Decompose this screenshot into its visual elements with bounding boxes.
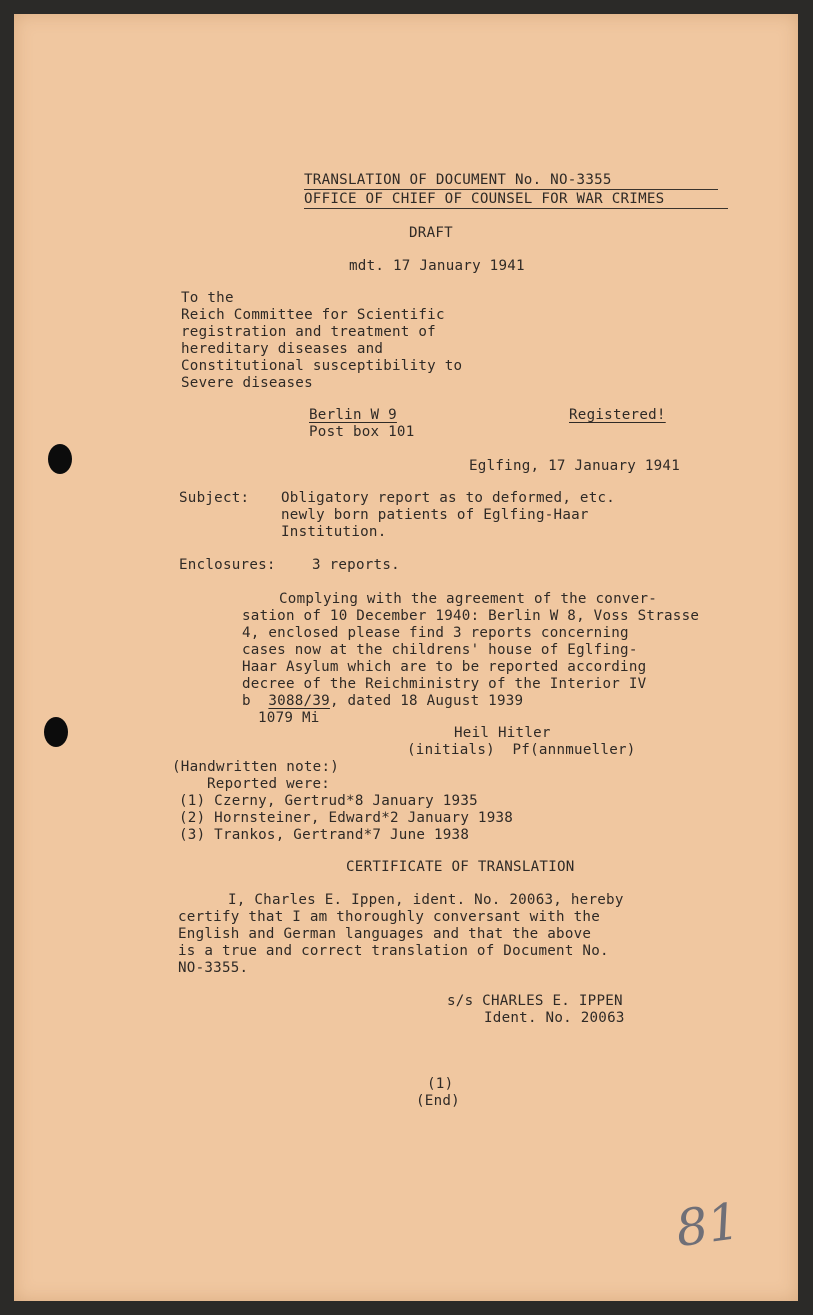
- certificate-line: English and German languages and that the above: [178, 926, 592, 942]
- subject-line: Institution.: [281, 524, 387, 540]
- body-line: decree of the Reichministry of the Interior IV: [242, 676, 647, 692]
- page-number: (1): [427, 1076, 454, 1092]
- certificate-line: I, Charles E. Ippen, ident. No. 20063, hereby: [228, 892, 624, 908]
- subject-line: Obligatory report as to deformed, etc.: [281, 490, 616, 506]
- body-line: Complying with the agreement of the conver-: [279, 591, 658, 607]
- end-label: (End): [416, 1093, 460, 1109]
- registered-label: Registered!: [569, 407, 666, 423]
- addressee-line: Constitutional susceptibility to: [181, 358, 463, 374]
- addressee-line: To the: [181, 290, 234, 306]
- certificate-line: is a true and correct translation of Document No.: [178, 943, 609, 959]
- handwritten-note-label: (Handwritten note:): [172, 759, 340, 775]
- body-line: cases now at the childrens' house of Eglfing-: [242, 642, 638, 658]
- handwritten-note-intro: Reported were:: [207, 776, 331, 792]
- closing-signature: (initials) Pf(annmueller): [407, 742, 636, 758]
- header-rule-1: [304, 189, 718, 190]
- document-page: [14, 14, 798, 1301]
- reported-item: (1) Czerny, Gertrud*8 January 1935: [179, 793, 478, 809]
- decree-line-2: 1079 Mi: [258, 710, 320, 726]
- subject-label: Subject:: [179, 490, 250, 506]
- date-line: mdt. 17 January 1941: [349, 258, 525, 274]
- body-line: 4, enclosed please find 3 reports concerning: [242, 625, 629, 641]
- address-city: Berlin W 9: [309, 407, 397, 423]
- reported-item: (3) Trankos, Gertrand*7 June 1938: [179, 827, 470, 843]
- addressee-line: registration and treatment of: [181, 324, 436, 340]
- decree-date: , dated 18 August 1939: [329, 693, 524, 709]
- decree-prefix: b: [242, 693, 251, 709]
- certificate-line: certify that I am thoroughly conversant with the: [178, 909, 600, 925]
- translator-ident: Ident. No. 20063: [484, 1010, 625, 1026]
- header-line-2: OFFICE OF CHIEF OF COUNSEL FOR WAR CRIMES: [304, 191, 665, 207]
- place-date: Eglfing, 17 January 1941: [469, 458, 680, 474]
- punch-hole-top: [48, 444, 72, 474]
- reported-item: (2) Hornsteiner, Edward*2 January 1938: [179, 810, 514, 826]
- addressee-line: Severe diseases: [181, 375, 313, 391]
- decree-number: 3088/39: [268, 693, 330, 709]
- address-post-box: Post box 101: [309, 424, 415, 440]
- header-rule-2: [304, 208, 728, 209]
- certificate-line: NO-3355.: [178, 960, 249, 976]
- enclosures-label: Enclosures:: [179, 557, 276, 573]
- certificate-title: CERTIFICATE OF TRANSLATION: [346, 859, 575, 875]
- addressee-line: hereditary diseases and: [181, 341, 384, 357]
- decree-reference: [242, 693, 523, 710]
- draft-label: DRAFT: [409, 225, 453, 241]
- body-line: Haar Asylum which are to be reported according: [242, 659, 647, 675]
- enclosures-text: 3 reports.: [312, 557, 400, 573]
- subject-line: newly born patients of Eglfing-Haar: [281, 507, 589, 523]
- addressee-line: Reich Committee for Scientific: [181, 307, 445, 323]
- body-line: sation of 10 December 1940: Berlin W 8, Voss Strasse: [242, 608, 700, 624]
- punch-hole-bottom: [44, 717, 68, 747]
- translator-signature: s/s CHARLES E. IPPEN: [447, 993, 623, 1009]
- closing-salute: Heil Hitler: [454, 725, 551, 741]
- handwritten-page-stamp: 81: [672, 1191, 744, 1259]
- header-line-1: TRANSLATION OF DOCUMENT No. NO-3355: [304, 172, 612, 188]
